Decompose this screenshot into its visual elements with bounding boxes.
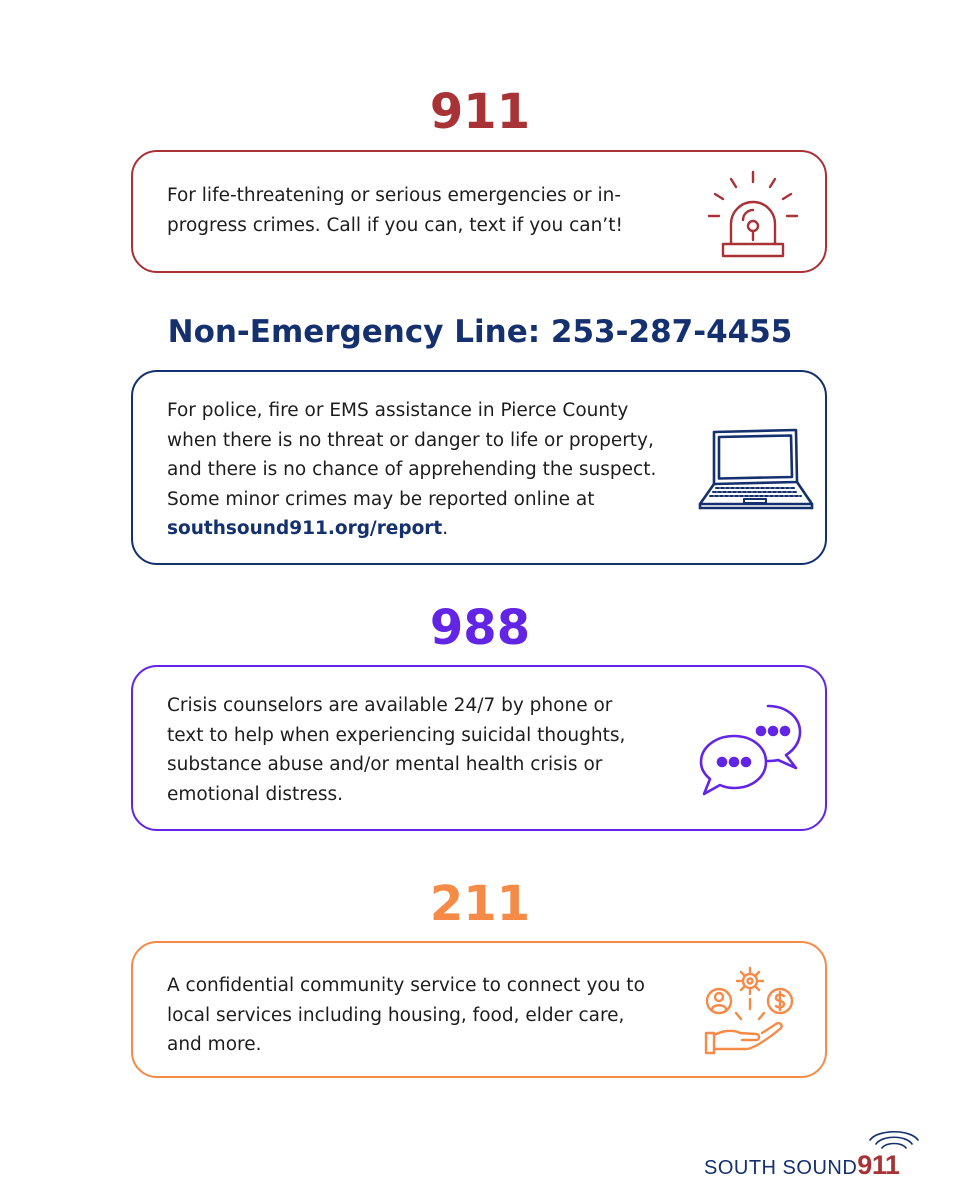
non-emergency-text: For police, fire or EMS assistance in Pierce County when there is no threat or danger to life or property, and there is no chance of apprehending the suspect. Some minor crimes may be reported online at <box>167 400 657 510</box>
logo-text: SOUTH SOUND <box>704 1157 858 1179</box>
community-description: A confidential community service to connect you to local services including housing, food, elder care, and more. <box>167 975 645 1055</box>
non-emergency-heading: Non-Emergency Line: 253-287-4455 <box>167 314 793 350</box>
logo-number: 911 <box>857 1150 900 1180</box>
non-emergency-card <box>131 370 827 565</box>
south-sound-911-logo <box>700 1126 940 1182</box>
community-heading: 211 <box>429 876 531 932</box>
helping-hand-icon <box>700 963 800 1058</box>
logo-wordmark <box>704 1150 899 1181</box>
link-suffix: . <box>442 518 449 539</box>
siren-icon <box>703 166 803 262</box>
community-card <box>131 941 827 1078</box>
laptop-icon <box>696 426 816 516</box>
crisis-description: Crisis counselors are available 24/7 by phone or text to help when experiencing suicidal thoughts, substance abuse and/or mental health crisis or emotional distress. <box>167 695 626 805</box>
emergency-heading: 911 <box>429 84 531 140</box>
signal-waves-icon <box>864 1126 924 1150</box>
non-emergency-description <box>167 396 667 544</box>
chat-bubbles-icon <box>696 702 806 797</box>
emergency-card <box>131 150 827 273</box>
crisis-card <box>131 665 827 831</box>
emergency-description: For life-threatening or serious emergencies or in-progress crimes. Call if you can, text if you can’t! <box>167 185 623 236</box>
crisis-heading: 988 <box>429 600 531 656</box>
report-link[interactable]: southsound911.org/report <box>167 518 443 539</box>
